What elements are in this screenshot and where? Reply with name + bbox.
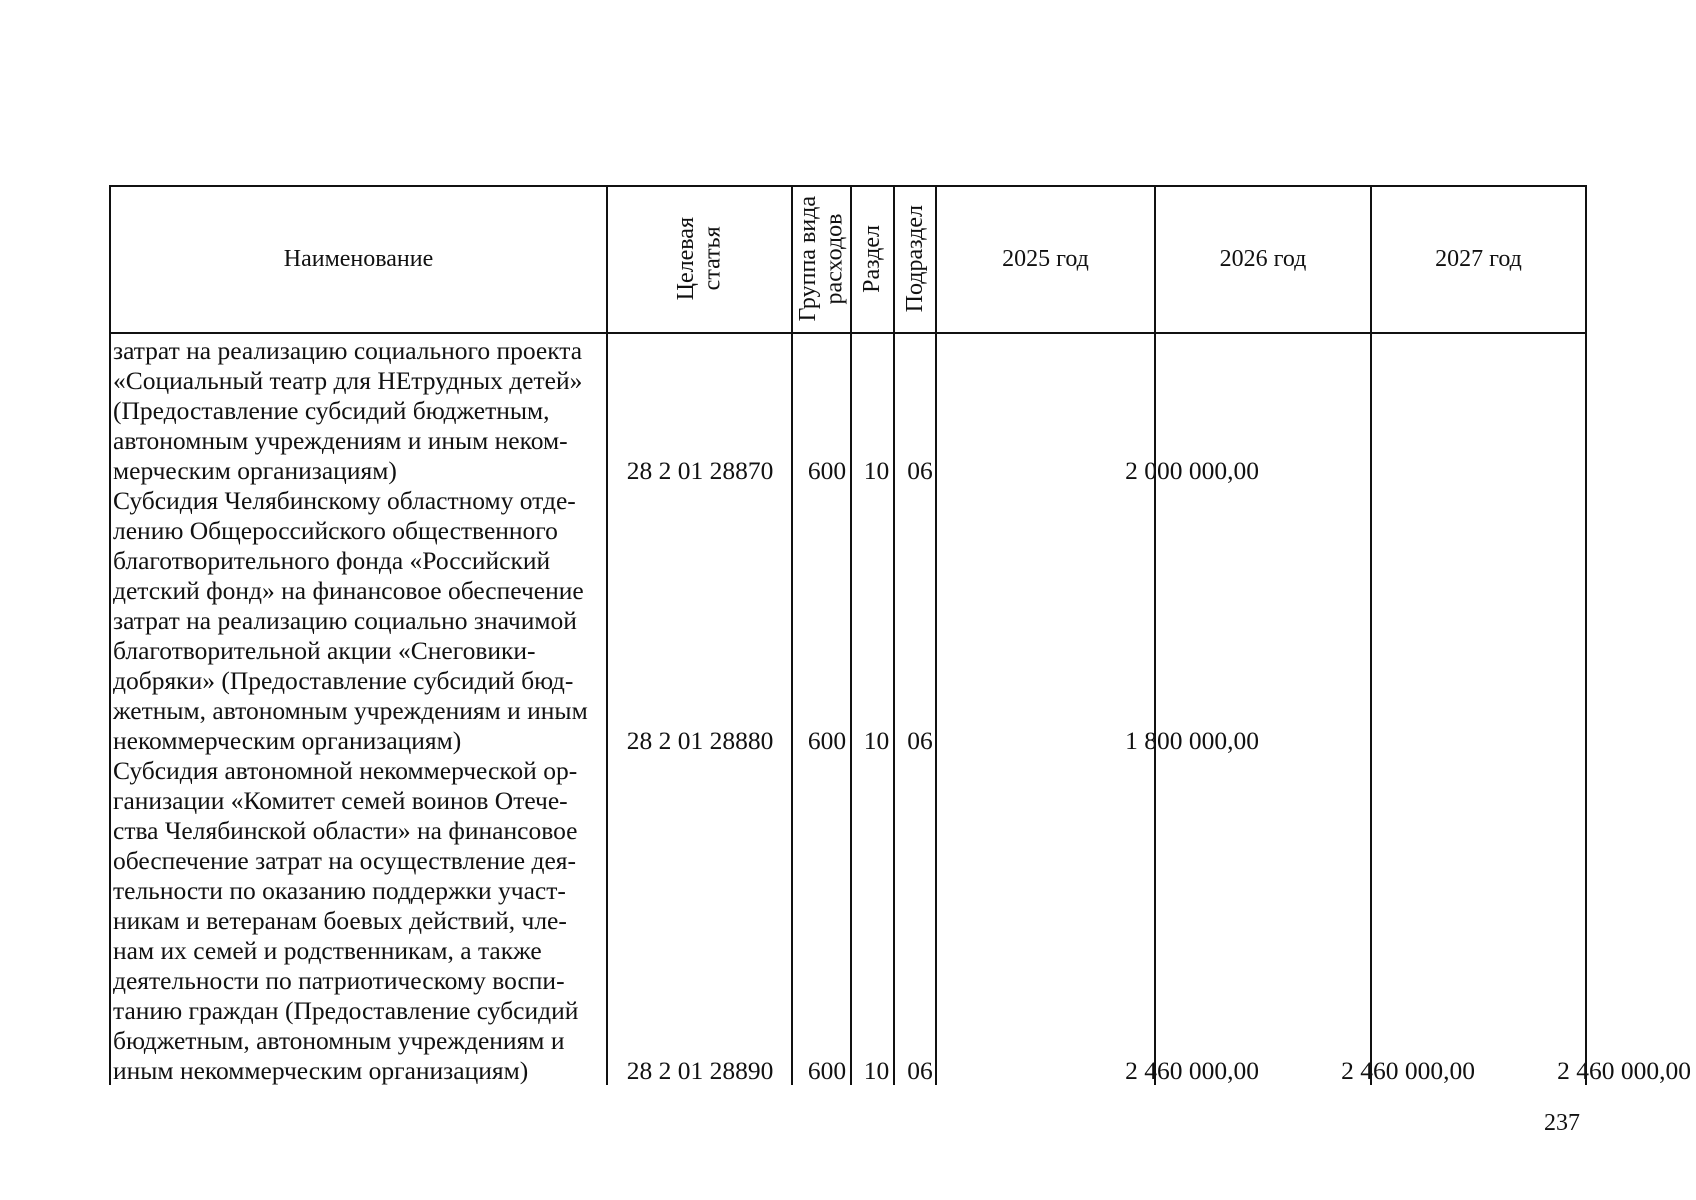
row-1-line-3: (Предоставление субсидий бюджетным,	[113, 396, 550, 425]
row-2-amount-2025: 1 800 000,00	[1125, 726, 1259, 755]
row-3-line-10: бюджетным, автономным учреждениям и	[113, 1026, 565, 1055]
header-2025-label: 2025 год	[1002, 245, 1089, 272]
row-2-description	[113, 486, 603, 756]
header-2027-label: 2027 год	[1435, 245, 1522, 272]
header-2025	[937, 185, 1154, 333]
row-3-line-3: ства Челябинской области» на финансовое	[113, 816, 578, 845]
row-2-line-7: добряки» (Предоставление субсидий бюд-	[113, 666, 574, 695]
row-2-line-6: благотворительной акции «Снеговики-	[113, 636, 536, 665]
budget-table	[109, 185, 1691, 1085]
header-subsection-label: Подраздел	[901, 205, 928, 313]
row-2-line-5: затрат на реализацию социально значимой	[113, 606, 577, 635]
header-name	[111, 185, 606, 333]
row-3-line-11: иным некоммерческим организациям)	[113, 1056, 529, 1085]
header-section	[852, 185, 893, 333]
row-2-line-8: жетным, автономным учреждениям и иным	[113, 696, 588, 725]
row-2-line-4: детский фонд» на финансовое обеспечение	[113, 576, 584, 605]
row-2-section: 10	[863, 726, 890, 755]
header-expense-group	[793, 185, 850, 333]
header-group-line1: Группа вида	[795, 196, 822, 322]
row-2-line-2: лению Общероссийского общественного	[113, 516, 558, 545]
row-3-description	[113, 756, 603, 1086]
row-1-section: 10	[863, 456, 890, 485]
row-2-expense-group: 600	[807, 726, 847, 755]
header-subsection	[895, 185, 935, 333]
row-3-line-9: танию граждан (Предоставление субсидий	[113, 996, 579, 1025]
row-1-line-5: мерческим организациям)	[113, 456, 397, 485]
row-1-expense-group: 600	[807, 456, 847, 485]
header-2026-label: 2026 год	[1219, 245, 1307, 272]
header-2026	[1156, 185, 1370, 333]
row-2-line-9: некоммерческим организациям)	[113, 726, 462, 755]
row-3-line-5: тельности по оказанию поддержки участ-	[113, 876, 566, 905]
row-3-amount-2026: 2 460 000,00	[1341, 1056, 1475, 1085]
header-target-article	[608, 185, 791, 333]
header-target-line1: Целевая	[673, 217, 700, 301]
row-3-line-8: деятельности по патриотическому воспи-	[113, 966, 565, 995]
row-2-target-article: 28 2 01 28880	[626, 726, 774, 755]
row-3-line-1: Субсидия автономной некоммерческой ор-	[113, 756, 578, 785]
row-3-line-6: никам и ветеранам боевых действий, чле-	[113, 906, 567, 935]
row-3-target-article: 28 2 01 28890	[626, 1056, 774, 1085]
row-3-amount-2025: 2 460 000,00	[1125, 1056, 1259, 1085]
header-target-line2: статья	[699, 227, 726, 291]
header-section-label: Раздел	[859, 225, 886, 293]
page-number: 237	[1544, 1110, 1580, 1136]
row-3-line-2: ганизации «Комитет семей воинов Отече-	[113, 786, 568, 815]
row-3-amount-2027: 2 460 000,00	[1557, 1056, 1691, 1085]
header-2027	[1372, 185, 1585, 333]
row-3-section: 10	[863, 1056, 890, 1085]
header-group-line2: расходов	[821, 213, 848, 305]
row-1-subsection: 06	[907, 456, 933, 485]
row-3-expense-group: 600	[807, 1056, 847, 1085]
row-3-line-7: нам их семей и родственникам, а также	[113, 936, 542, 965]
row-1-line-1: затрат на реализацию социального проекта	[113, 336, 583, 365]
row-1-description	[113, 336, 603, 486]
table-right-border	[1585, 185, 1587, 1085]
row-1-target-article: 28 2 01 28870	[626, 456, 774, 485]
row-2-line-3: благотворительного фонда «Российский	[113, 546, 551, 575]
row-3-subsection: 06	[907, 1056, 933, 1085]
header-name-label: Наименование	[283, 245, 434, 272]
row-1-line-2: «Социальный театр для НЕтрудных детей»	[113, 366, 583, 395]
row-3-line-4: обеспечение затрат на осуществление дея-	[113, 846, 576, 875]
row-2-subsection: 06	[907, 726, 933, 755]
row-1-amount-2025: 2 000 000,00	[1125, 456, 1259, 485]
row-2-line-1: Субсидия Челябинскому областному отде-	[113, 486, 576, 515]
row-1-line-4: автономным учреждениям и иным неком-	[113, 426, 568, 455]
